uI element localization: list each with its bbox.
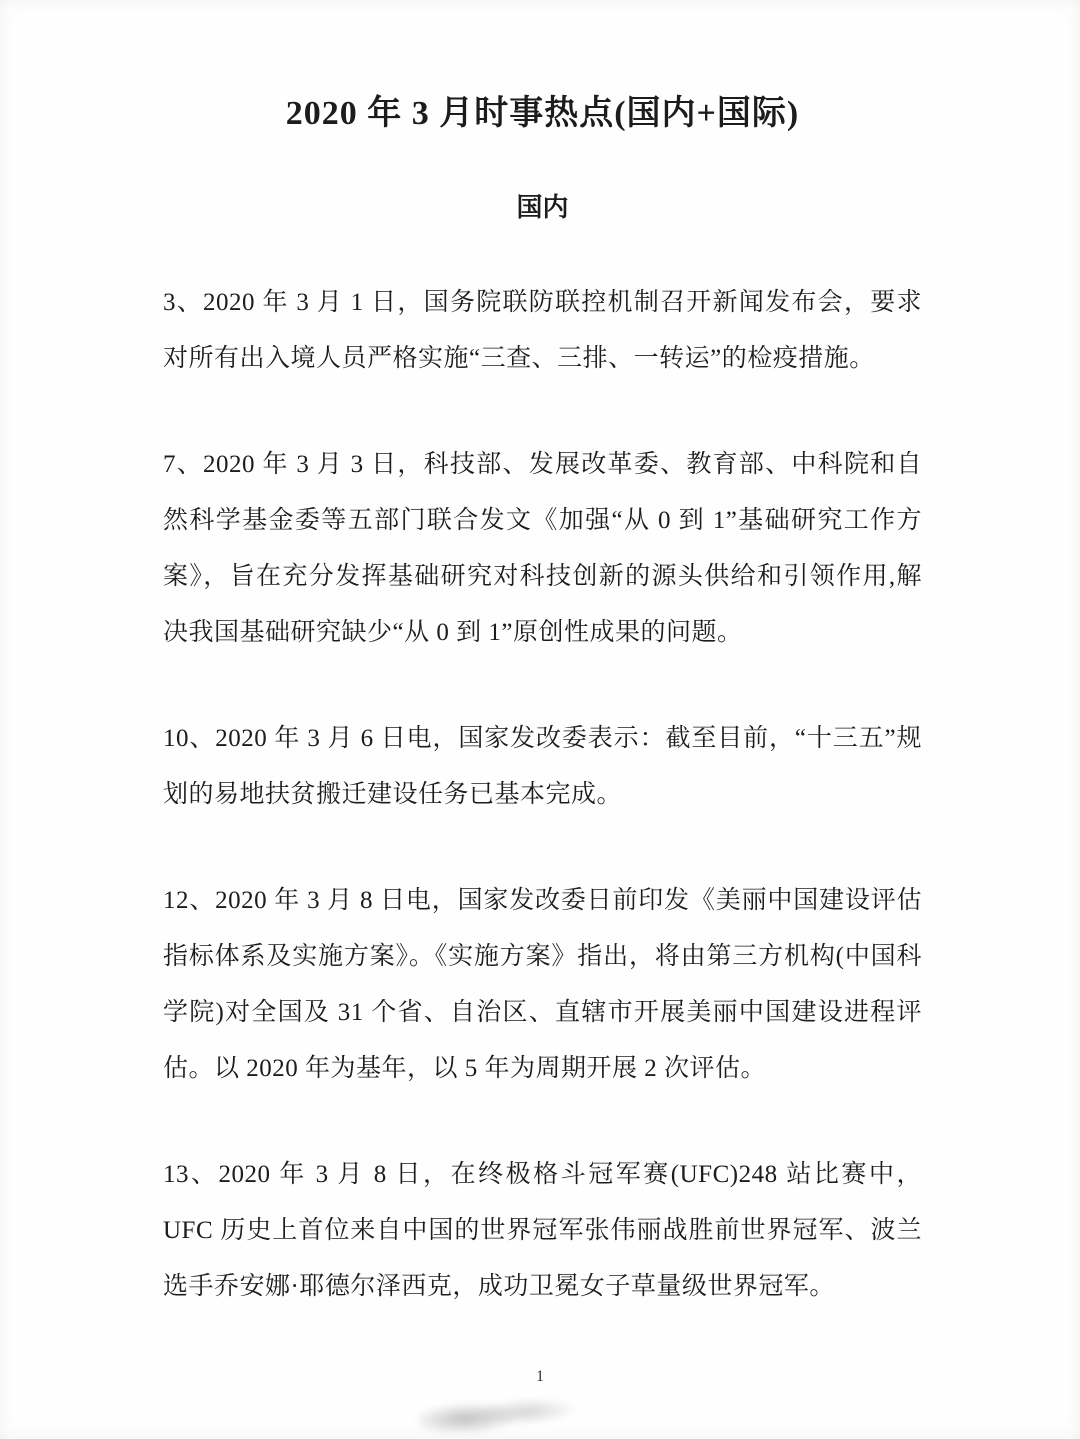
document-body <box>163 275 922 1315</box>
news-item-7: 7、2020 年 3 月 3 日，科技部、发展改革委、教育部、中科院和自然科学基金委等五部门联合发文《加强“从 0 到 1”基础研究工作方案》，旨在充分发挥基础研究对科技创新的源头供给和引领作用,解决我国基础研究缺少“从 0 到 1”原创性成果的问题。 <box>163 451 922 646</box>
watermark-smudge <box>417 1392 579 1438</box>
news-item-3: 3、2020 年 3 月 1 日，国务院联防联控机制召开新闻发布会，要求对所有出入境人员严格实施“三查、三排、一转运”的检疫措施。 <box>163 289 922 372</box>
document-title: 2020 年 3 月时事热点(国内+国际) <box>285 95 800 132</box>
news-item-13: 13、2020 年 3 月 8 日，在终极格斗冠军赛(UFC)248 站比赛中，UFC 历史上首位来自中国的世界冠军张伟丽战胜前世界冠军、波兰选手乔安娜·耶德尔泽西克，成功卫冕女子草量级世界冠军。 <box>163 1161 922 1300</box>
news-item-12: 12、2020 年 3 月 8 日电，国家发改委日前印发《美丽中国建设评估指标体系及实施方案》。《实施方案》指出，将由第三方机构(中国科学院)对全国及 31 个省、自治区、直辖市开展美丽中国建设进程评估。以 2020 年为基年，以 5 年为周期开展 2 次评估。 <box>163 887 922 1082</box>
news-item-10: 10、2020 年 3 月 6 日电，国家发改委表示：截至目前，“十三五”规划的易地扶贫搬迁建设任务已基本完成。 <box>163 725 922 808</box>
page-number: 1 <box>536 1368 544 1385</box>
section-heading-domestic: 国内 <box>516 193 569 222</box>
